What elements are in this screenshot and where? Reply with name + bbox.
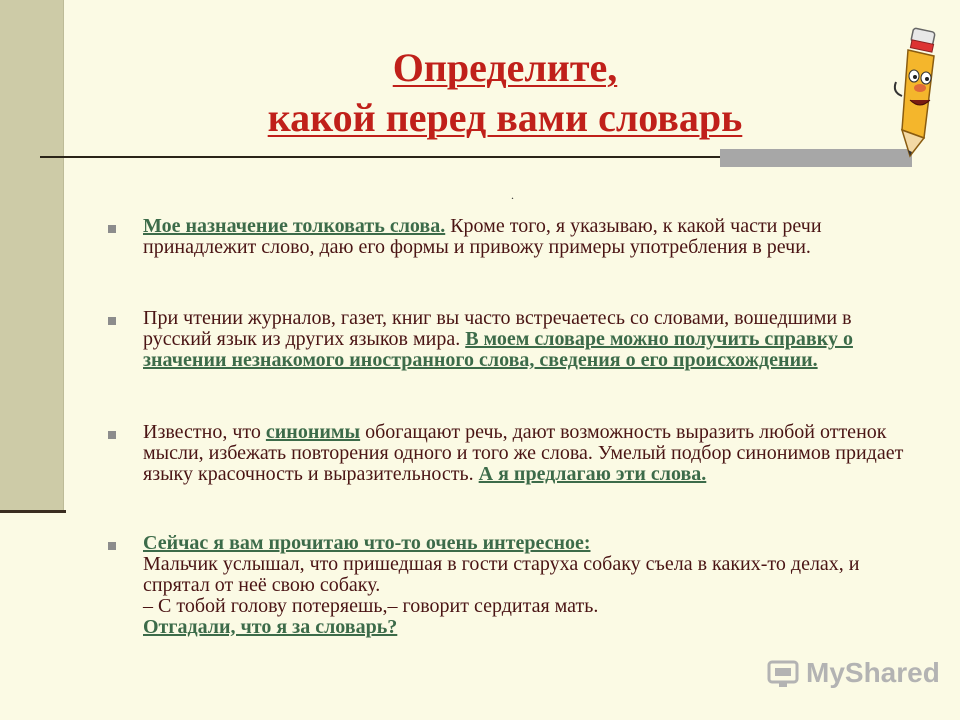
left-decorative-bar [0,0,64,512]
pencil-mascot-icon [890,26,950,158]
highlight-link[interactable]: Сейчас я вам прочитаю что-то очень интересное: [143,532,591,554]
myshared-watermark[interactable] [766,656,940,690]
square-bullet-icon [108,431,116,439]
slide-title-line2: какой перед вами словарь [267,95,743,140]
square-bullet-icon [108,317,116,325]
square-bullet-icon [108,225,116,233]
myshared-logo-icon [766,656,800,690]
highlight-link[interactable]: Мое назначение толковать слова. [143,215,446,237]
slide-title-line1: Определите, [392,45,618,90]
list-item-text [143,533,908,638]
separator-dot: . [511,188,514,202]
list-item-text [143,216,908,258]
list-item [108,422,908,485]
watermark-text: MyShared [806,657,940,688]
list-item [108,308,908,371]
highlight-link[interactable]: В моем словаре можно получить справку о значении незнакомого иностранного слова, сведения о его происхождении. [143,328,853,371]
body-text: – С тобой голову потеряешь,– говорит сердитая мать. [143,595,599,617]
list-item [108,216,908,258]
synonyms-link[interactable]: синонимы [265,421,361,443]
body-text: Кроме того, я указываю, к какой части речи принадлежит слово, даю его формы и привожу примеры употребления в речи. [143,215,822,258]
list-item-text [143,422,908,485]
highlight-link[interactable]: А я предлагаю эти слова. [478,463,707,485]
square-bullet-icon [108,542,116,550]
body-text: Известно, что [143,421,266,443]
body-text: Мальчик услышал, что пришедшая в гости старуха собаку съела в каких-то делах, и спрятал от неё свою собаку. [143,553,860,596]
body-text: При чтении журналов, газет, книг вы часто встречаетесь со словами, вошедшими в русский язык из других языков мира. [143,307,852,350]
highlight-link[interactable]: Отгадали, что я за словарь? [143,616,398,638]
list-item-text [143,308,908,371]
body-text: обогащают речь, дают возможность выразить любой оттенок мысли, избежать повторения одного и того же слова. Умелый подбор синонимов придает языку красочность и выразительность. [143,421,904,485]
list-item [108,533,908,638]
divider-grey-block [720,149,912,167]
left-bar-underline [0,510,66,513]
